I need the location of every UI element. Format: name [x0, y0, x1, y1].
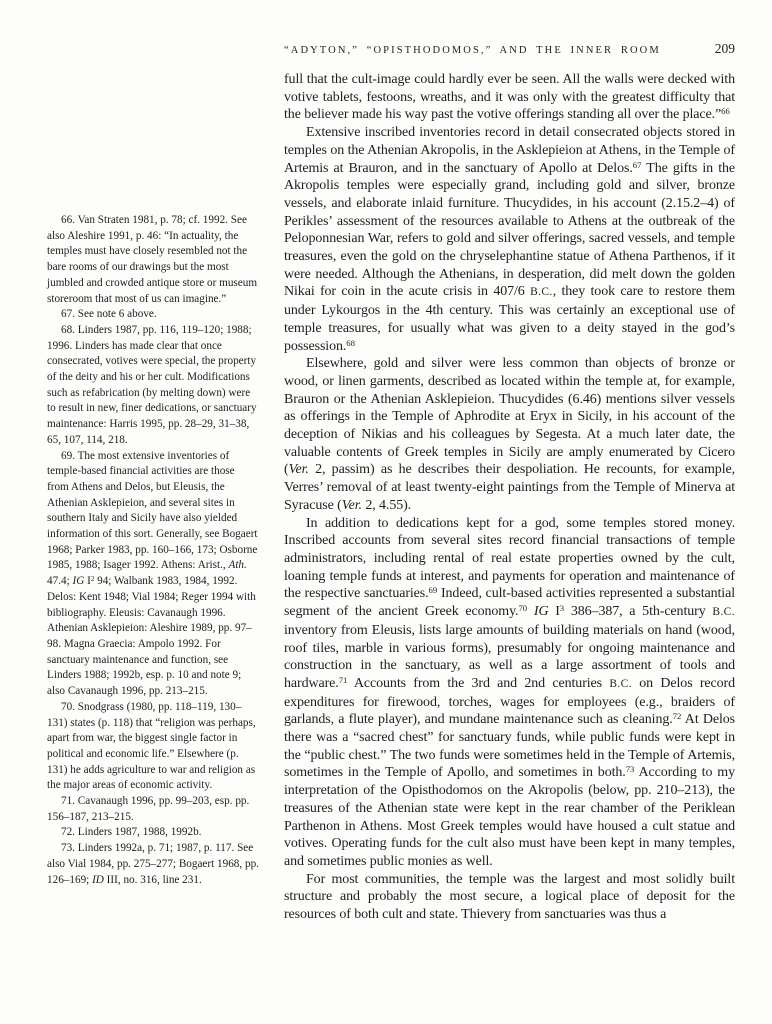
- footnote: [47, 825, 259, 841]
- paragraph: [284, 355, 735, 514]
- text-run: 67. See note 6 above.: [61, 308, 157, 321]
- footnote: [47, 794, 259, 825]
- footnote: [47, 213, 259, 307]
- text-run: , they took care to restore them under Lykourgos in the 4th century. This was certainly an exceptional use of temple treasures, for usually what was given to a deity stayed in the god’s possession.: [284, 284, 735, 354]
- main-text-column: [284, 71, 735, 924]
- text-run: I: [84, 575, 91, 588]
- smallcaps-text-run: B.C.: [530, 286, 553, 299]
- text-run: 73. Linders 1992a, p. 71; 1987, p. 117. See also Vial 1984, pp. 275–277; Bogaert 1968, pp. 126–169;: [47, 842, 259, 886]
- text-run: The gifts in the Akropolis temples were especially grand, including gold and silver, bronze vessels, and elaborate inlaid furniture. Thucydides, in his account (2.15.2–4) of Perikles’ assessment of the resources available to Athens at the outbreak of the Peloponnesian War, refers to gold and silver offerings, sacred vessels, and temple treasures, even the gold on the chryselephantine statue of Athena Parthenos, if it were needed. Although the Athenians, in desperation, did melt down the golden Nikai for coin in the acute crisis in 407/6: [284, 160, 735, 300]
- paragraph: [284, 71, 735, 124]
- footnote-ref: 73: [625, 764, 635, 775]
- text-run: 72. Linders 1987, 1988, 1992b.: [61, 826, 202, 839]
- text-run: III, no. 316, line 231.: [103, 873, 202, 886]
- smallcaps-text-run: B.C.: [712, 606, 735, 619]
- footnote-ref: 72: [672, 711, 682, 722]
- footnote: [47, 449, 259, 700]
- text-run: 68. Linders 1987, pp. 116, 119–120; 1988; 1996. Linders has made clear that once consecrated, votives were special, the property of the deity and his or her cult. Modifications such as refabrication (by melting down) were to result in new, finer dedications, or sanctuary maintenance: Harris 1995, pp. 28–29, 31–38, 65, 107, 114, 218.: [47, 323, 257, 446]
- text-run: 70. Snodgrass (1980, pp. 118–119, 130–131) states (p. 118) that “religion was perhaps, apart from war, the biggest single factor in political and economic life.” Elsewhere (p. 131) he adds agriculture to war and religion as the major areas of economic activity.: [47, 700, 256, 792]
- footnote-ref: 66: [721, 106, 730, 117]
- footnote: [47, 700, 259, 794]
- footnote-ref: 3: [559, 603, 565, 614]
- text-run: At Delos there was a “sacred chest” for sanctuary funds, while public funds were kept in the “public chest.” The two funds were sometimes held in the Temple of Artemis, sometimes in the Temple of Apollo, and sometimes in both.: [284, 712, 736, 781]
- text-run: 2, passim) as he describes their despoliation. He recounts, for example, Verres’ removal of at least twenty-eight paintings from the Temple of Minerva at Syracuse (: [284, 462, 735, 513]
- text-run: 69. The most extensive inventories of temple-based financial activities are those from Athens and Delos, but Eleusis, the Athenian Asklepieion, and several sites in southern Italy and Sicily have also yielded information of this sort. Generally, see Bogaert 1968; Parker 1983, pp. 160–166, 173; Osborne 1985, 1988; Isager 1992. Athens: Arist.,: [47, 449, 258, 572]
- footnote: [47, 307, 259, 323]
- italic-text-run: IG: [533, 604, 549, 620]
- text-run: 94; Walbank 1983, 1984, 1992. Delos: Kent 1948; Vial 1984; Reger 1994 with bibliography. Eleusis: Cavanaugh 1996. Athenian Asklepieion: Aleshire 1989, pp. 97–98. Magna Graecia: Ampolo 1992. For sanctuary maintenance and function, see Linders 1988; 1992b, esp. p. 10 and note 9; also Cavanaugh 1996, pp. 213–215.: [47, 575, 256, 698]
- text-run: According to my interpretation of the Opisthodomos on the Akropolis (below, pp. 210–213), the treasures of the Athenian state were kept in the rear chamber of the Periklean Parthenon in Athens. Most Greek temples would have housed a cult statue and votives. Operating funds for the cult also must have been kept in many temples, and sometimes public monies as well.: [284, 765, 735, 869]
- page-number: 209: [714, 41, 735, 56]
- footnote-ref: 71: [338, 675, 348, 686]
- footnote-ref: 69: [428, 585, 438, 596]
- text-run: 386–387, a 5th-century: [564, 604, 713, 620]
- text-run: 71. Cavanaugh 1996, pp. 99–203, esp. pp. 156–187, 213–215.: [47, 795, 250, 823]
- italic-text-run: Ver.: [341, 497, 362, 513]
- paragraph: [284, 515, 735, 871]
- text-run: In addition to dedications kept for a god, some temples stored money. Inscribed accounts from several sites record financial transactions of temple administrators, including rental of real estate properties owned by the cult, loaning temple funds at interest, and payments for operation and maintenance of the respective sanctuaries.: [284, 515, 735, 602]
- footnote: [47, 323, 259, 449]
- footnote: [47, 841, 259, 888]
- text-run: Extensive inscribed inventories record in detail consecrated objects stored in temples on the Athenian Akropolis, in the Asklepieion at Athens, in the Temple of Artemis at Brauron, and in the sanctuary of Apollo at Delos.: [284, 125, 735, 176]
- italic-text-run: ID: [92, 873, 104, 886]
- text-run: I: [548, 604, 560, 620]
- paragraph: [284, 124, 735, 355]
- smallcaps-text-run: B.C.: [609, 677, 632, 690]
- text-run: 47.4;: [47, 575, 73, 588]
- text-run: inventory from Eleusis, lists large amounts of building materials on hand (wood, roof tiles, marble in various forms), presumably for ongoing maintenance and construction in the sanctuary, as well as a large assortment of tools and hardware.: [284, 622, 735, 691]
- footnote-column: [47, 213, 259, 888]
- text-run: Accounts from the 3rd and 2nd centuries: [347, 675, 610, 691]
- paragraph: [284, 871, 735, 924]
- text-run: 2, 4.55).: [361, 497, 412, 513]
- text-run: on Delos record expenditures for firewood, torches, wages for employees (e.g., braiders of garlands, a flute player), and mundane maintenance such as cleaning.: [284, 675, 735, 728]
- text-run: 66. Van Straten 1981, p. 78; cf. 1992. See also Aleshire 1991, p. 46: “In actuality, the temples must have closely resembled not the bare rooms of our drawings but the most jumbled and crowded antique store or museum storeroom that most of us can imagine.”: [47, 214, 258, 305]
- text-run: Indeed, cult-based activities represented a substantial segment of the ancient Greek economy.: [284, 586, 735, 620]
- italic-text-run: Ath.: [228, 559, 247, 572]
- italic-text-run: Ver.: [288, 462, 309, 478]
- running-head: [284, 41, 735, 57]
- text-run: Elsewhere, gold and silver were less common than objects of bronze or wood, or linen garments, described as located within the temple at, for example, Brauron or the Athenian Asklepieion. Thucydides (6.46) mentions silver vessels as offerings in the Temple of Aphrodite at Eryx in Sicily, in his account of the deception of Nikias and his colleagues by Segesta. At a much later date, the valuable contents of Greek temples in Sicily are amply enumerated by Cicero (: [284, 356, 735, 478]
- text-run: full that the cult-image could hardly ever be seen. All the walls were decked with votive tablets, festoons, wreaths, and it was only with the greatest difficulty that the believer made his way past the votive offerings standing all over the place.”: [284, 72, 735, 123]
- text-run: For most communities, the temple was the largest and most solidly built structure and probably the most secure, a logical place of deposit for the resources of both cult and state. Thievery from sanctuaries was thus a: [284, 871, 735, 923]
- footnote-ref: 2: [90, 575, 95, 584]
- footnote-ref: 68: [346, 337, 355, 348]
- italic-text-run: IG: [72, 575, 85, 588]
- footnote-ref: 70: [518, 603, 528, 614]
- running-head-title: “ADYTON,” “OPISTHODOMOS,” AND THE INNER ROOM: [284, 45, 661, 56]
- footnote-ref: 67: [632, 159, 642, 170]
- text-run: [527, 604, 534, 619]
